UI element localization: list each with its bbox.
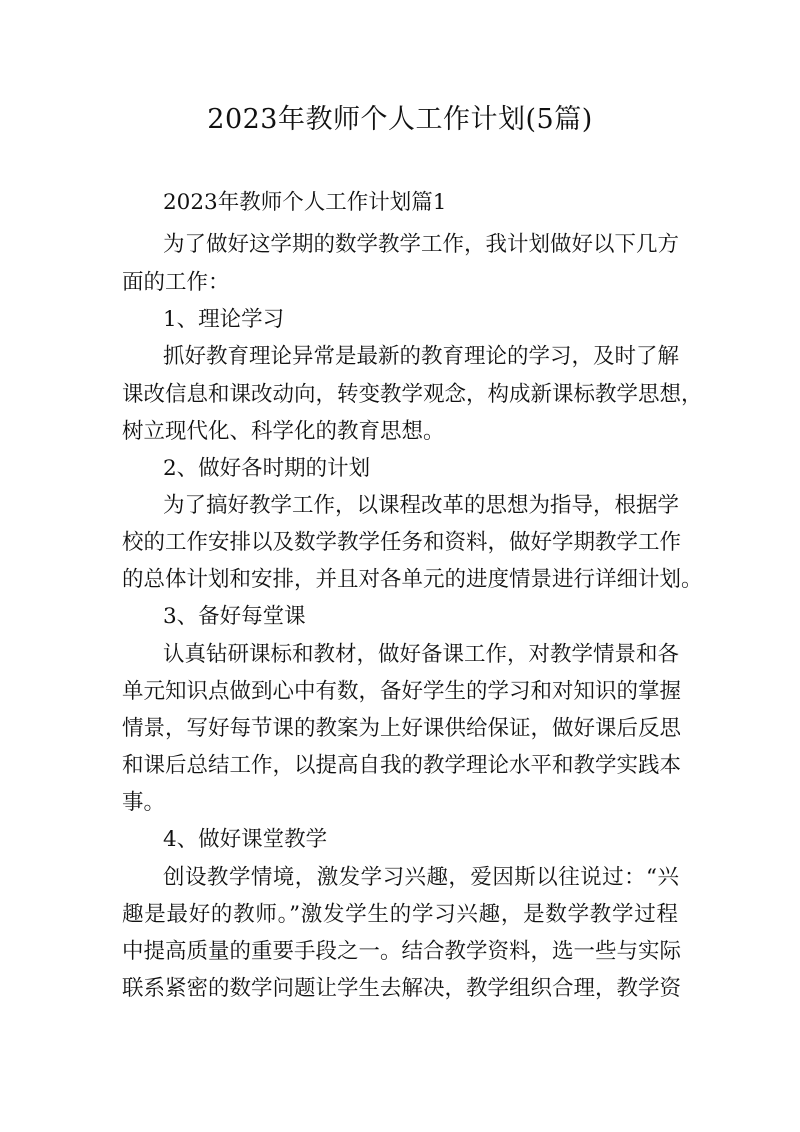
paragraph-line: 课改信息和课改动向，转变教学观念，构成新课标教学思想， <box>122 382 703 407</box>
section-heading-1: 2023年教师个人工作计划篇1 <box>163 190 447 215</box>
paragraph-line: 和课后总结工作，以提高自我的教学理论水平和教学实践本 <box>122 753 682 778</box>
paragraph-line: 情景，写好每节课的教案为上好课供给保证，做好课后反思 <box>122 716 682 741</box>
paragraph-line: 中提高质量的重要手段之一。结合教学资料，选一些与实际 <box>122 939 682 964</box>
paragraph-line: 校的工作安排以及数学教学任务和资料，做好学期教学工作 <box>122 530 682 555</box>
subheading-lesson-prep: 3、备好每堂课 <box>163 604 306 629</box>
paragraph-line: 的总体计划和安排，并且对各单元的进度情景进行详细计划。 <box>122 567 703 592</box>
paragraph-line: 联系紧密的数学问题让学生去解决，教学组织合理，教学资 <box>122 976 682 1001</box>
subheading-classroom: 4、做好课堂教学 <box>163 827 328 852</box>
paragraph-line: 事。 <box>122 790 166 815</box>
paragraph-line: 认真钻研课标和教材，做好备课工作，对教学情景和各 <box>163 642 680 667</box>
paragraph-line: 树立现代化、科学化的教育思想。 <box>122 419 445 444</box>
paragraph-line: 面的工作： <box>122 270 230 295</box>
paragraph-line: 创设教学情境，激发学习兴趣，爱因斯以往说过：“兴 <box>163 865 679 890</box>
paragraph-line: 为了做好这学期的数学教学工作，我计划做好以下几方 <box>163 232 680 257</box>
subheading-plan: 2、做好各时期的计划 <box>163 456 371 481</box>
subheading-theory-study: 1、理论学习 <box>163 307 285 332</box>
document-title: 2023年教师个人工作计划(5篇) <box>207 104 593 135</box>
paragraph-line: 单元知识点做到心中有数，备好学生的学习和对知识的掌握 <box>122 679 682 704</box>
paragraph-line: 为了搞好教学工作，以课程改革的思想为指导，根据学 <box>163 493 680 518</box>
paragraph-line: 趣是最好的教师。”激发学生的学习兴趣，是数学教学过程 <box>122 902 678 927</box>
paragraph-line: 抓好教育理论异常是最新的教育理论的学习，及时了解 <box>163 344 680 369</box>
